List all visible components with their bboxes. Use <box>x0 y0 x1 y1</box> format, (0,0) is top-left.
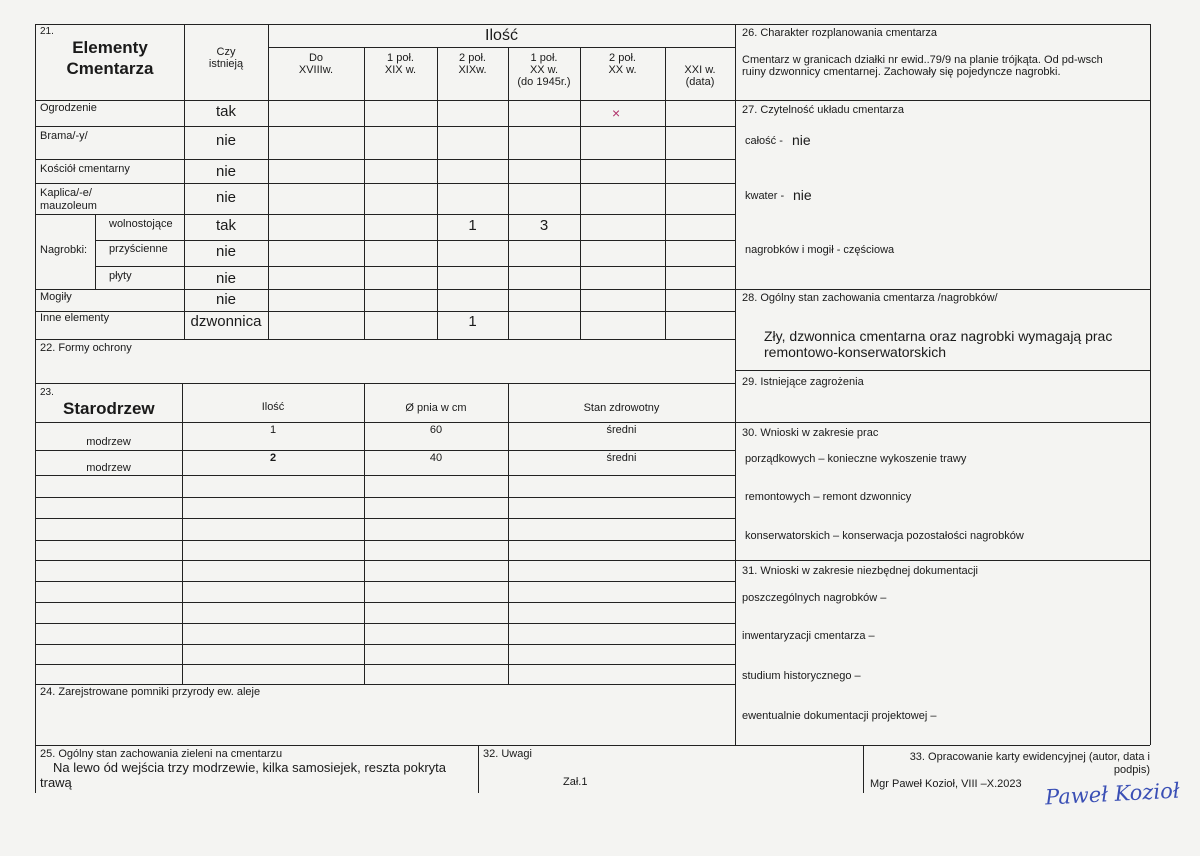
rule <box>35 623 735 624</box>
period-header: 2 poł. <box>459 52 486 64</box>
quantity-header: Ilość <box>485 27 518 44</box>
rule <box>35 24 36 745</box>
card-author-label-2: podpis) <box>1113 764 1150 776</box>
legibility-whole-label: całość - <box>745 135 783 147</box>
greenery-text: Na lewo ód wejścia trzy modrzewie, kilka samosiejek, reszta pokryta <box>53 760 447 775</box>
row-label-wall: przyścienne <box>109 243 168 255</box>
tree-health: średni <box>606 424 637 436</box>
period-header: 1 poł. <box>387 52 414 64</box>
rule <box>95 266 735 267</box>
col-diam-header: Ø pnia w cm <box>405 402 467 414</box>
legibility-whole-value: nie <box>792 132 811 148</box>
rule <box>35 214 735 215</box>
exists-graves: nie <box>215 291 237 308</box>
condition-text-2: remontowo-konserwatorskich <box>764 344 947 360</box>
row-label-chapel: Kaplica/-e/ <box>40 187 92 199</box>
threats-label: 29. Istniejące zagrożenia <box>742 376 864 388</box>
tree-name: modrzew <box>86 436 131 448</box>
rule <box>35 289 1150 290</box>
rule <box>35 560 1150 561</box>
documentation-item: ewentualnie dokumentacji projektowej – <box>742 710 937 722</box>
rule <box>35 126 735 127</box>
greenery-text-2: trawą <box>40 775 72 790</box>
rule <box>95 240 735 241</box>
old-trees-title: Starodrzew <box>63 399 155 418</box>
rule <box>35 339 735 340</box>
row-label-graves: Mogiły <box>40 291 72 303</box>
remarks-label: 32. Uwagi <box>483 748 532 760</box>
documentation-item: inwentaryzacji cmentarza – <box>742 630 875 642</box>
rule <box>35 475 735 476</box>
elements-title-2: Cmentarza <box>66 59 154 78</box>
exists-freestanding: tak <box>215 217 236 234</box>
remarks-note: Zał.1 <box>563 776 588 788</box>
rule <box>35 664 735 665</box>
tree-health: średni <box>606 452 637 464</box>
greenery-label: 25. Ogólny stan zachowania zieleni na cmentarzu <box>40 748 283 760</box>
row-label-other: Inne elementy <box>40 312 110 324</box>
period-header: 1 poł. <box>530 52 558 64</box>
rule <box>35 159 735 160</box>
exists-header: Czy <box>216 46 236 58</box>
rule <box>35 540 735 541</box>
rule <box>437 47 438 339</box>
cross-mark: × <box>612 105 621 121</box>
documentation-item: studium historycznego – <box>742 670 861 682</box>
tree-qty: 2 <box>269 452 277 464</box>
rule <box>35 183 735 184</box>
row-label-church: Kościół cmentarny <box>40 163 130 175</box>
period-header: XX w. <box>529 64 559 76</box>
condition-text: Zły, dzwonnica cmentarna oraz nagrobki wymagają prac <box>764 328 1113 344</box>
rule <box>735 24 736 745</box>
legibility-quarters-label: kwater - <box>745 190 785 202</box>
period-header: Do <box>308 52 324 64</box>
period-header: 2 poł. <box>609 52 636 64</box>
rule <box>95 214 96 289</box>
exists-church: nie <box>215 163 237 180</box>
elements-title: Elementy <box>72 38 148 57</box>
rule <box>735 370 1150 371</box>
documentation-item: poszczególnych nagrobków – <box>742 592 887 604</box>
period-header: XVIIIw. <box>298 64 334 76</box>
period-header: XX w. <box>608 64 637 76</box>
qty-freestanding-2pol-xix: 1 <box>468 217 477 234</box>
tree-qty: 1 <box>269 424 277 436</box>
condition-label: 28. Ogólny stan zachowania cmentarza /nagrobków/ <box>742 292 998 304</box>
layout-text-2: ruiny dzwonnicy cmentarnej. Zachowały się pojedyncze nagrobki. <box>742 66 1061 78</box>
tree-diam: 60 <box>429 424 443 436</box>
qty-other-2pol-xix: 1 <box>468 313 477 330</box>
period-header: (do 1945r.) <box>517 76 571 88</box>
rule <box>35 422 1150 423</box>
rule <box>35 100 1150 101</box>
exists-wall: nie <box>215 243 237 260</box>
gravestones-label: Nagrobki: <box>40 244 88 256</box>
rule <box>35 518 735 519</box>
rule <box>35 24 1150 25</box>
rule <box>35 581 735 582</box>
col-qty-header: Ilość <box>261 401 285 413</box>
works-repair: remontowych – remont dzwonnicy <box>745 491 912 503</box>
row-label-fence: Ogrodzenie <box>40 102 97 114</box>
works-conserve: konserwatorskich – konserwacja pozostałości nagrobków <box>745 530 1024 542</box>
exists-chapel: nie <box>215 189 237 206</box>
rule <box>665 47 666 339</box>
legibility-graves: nagrobków i mogił - częściowa <box>745 244 895 256</box>
works-order: porządkowych – konieczne wykoszenie trawy <box>745 453 967 465</box>
rule <box>1150 24 1151 745</box>
row-label-slabs: płyty <box>109 270 132 282</box>
col-health-header: Stan zdrowotny <box>583 402 660 414</box>
section-number: 21. <box>40 26 54 37</box>
documentation-label: 31. Wnioski w zakresie niezbędnej dokumentacji <box>742 565 979 577</box>
exists-header-2: istnieją <box>208 58 244 70</box>
rule <box>508 47 509 339</box>
rule <box>35 644 735 645</box>
section-number: 23. <box>40 387 54 398</box>
legibility-label: 27. Czytelność układu cmentarza <box>742 104 905 116</box>
rule <box>863 745 864 793</box>
rule <box>35 383 735 384</box>
rule <box>35 745 1150 746</box>
exists-gate: nie <box>215 132 237 149</box>
monuments-label: 24. Zarejstrowane pomniki przyrody ew. aleje <box>40 686 261 698</box>
rule <box>35 311 735 312</box>
exists-fence: tak <box>215 103 236 120</box>
exists-other: dzwonnica <box>190 313 262 330</box>
rule <box>35 602 735 603</box>
card-author-label: 33. Opracowanie karty ewidencyjnej (autor, data i <box>909 751 1150 763</box>
works-label: 30. Wnioski w zakresie prac <box>742 427 879 439</box>
rule <box>35 684 735 685</box>
signature: Paweł Kozioł <box>1044 778 1181 810</box>
rule <box>364 47 365 339</box>
rule <box>580 47 581 339</box>
rule <box>35 497 735 498</box>
card-author: Mgr Paweł Kozioł, VIII –X.2023 <box>870 778 1022 790</box>
qty-freestanding-1pol-xx: 3 <box>539 217 549 234</box>
row-label-freestanding: wolnostojące <box>109 218 173 230</box>
tree-diam: 40 <box>429 452 443 464</box>
rule <box>35 450 735 451</box>
rule <box>478 745 479 793</box>
legibility-quarters-value: nie <box>793 187 812 203</box>
layout-text: Cmentarz w granicach działki nr ewid..79/9 na planie trójkąta. Od pd-wsch <box>742 54 1103 66</box>
row-label-gate: Brama/-y/ <box>40 130 88 142</box>
row-label-chapel-2: mauzoleum <box>40 200 97 212</box>
tree-name: modrzew <box>86 462 131 474</box>
rule <box>35 745 36 793</box>
period-header: (data) <box>685 76 715 88</box>
period-header: XIX w. <box>384 64 417 76</box>
protection-label: 22. Formy ochrony <box>40 342 132 354</box>
layout-label: 26. Charakter rozplanowania cmentarza <box>742 27 938 39</box>
period-header: XXI w. <box>684 64 716 76</box>
period-header: XIXw. <box>458 64 487 76</box>
exists-slabs: nie <box>215 270 237 287</box>
